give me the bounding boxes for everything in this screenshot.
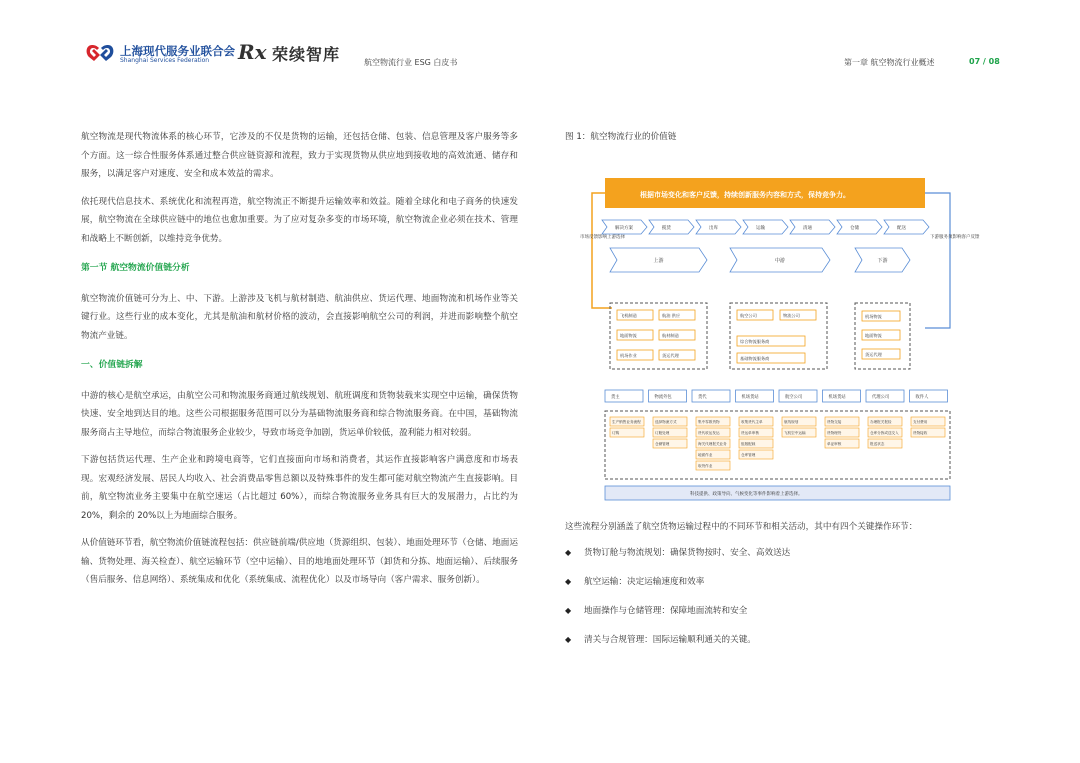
chapter-title: 第一章 航空物流行业概述 <box>844 58 935 67</box>
figure-caption: 这些流程分别涵盖了航空货物运输过程中的不同环节和相关活动，其中有四个关键操作环节： <box>565 522 918 532</box>
participant-label: 机场货站 <box>828 395 846 400</box>
chain-item-label: 机场作业 <box>620 353 637 358</box>
chain-item-label: 飞机制造 <box>620 313 637 318</box>
chain-item-label: 航空公司 <box>740 313 757 318</box>
list-item-text: 货物订舱与物流规划：确保货物按时、安全、高效送达 <box>584 548 791 558</box>
key-steps-list <box>565 546 790 662</box>
process-step-label: 出库 <box>709 226 718 231</box>
activity-label: 生产销售业务流程 <box>612 420 641 424</box>
list-item <box>565 546 790 575</box>
diamond-bullet-icon: ◆ <box>565 606 572 615</box>
paragraph-tech: 依托现代信息技术、系统优化和流程再造，航空物流正不断提升运输效率和效益。随着全球化和电子商务的快速发展，航空物流在全球供应链中的地位也愈加重要。为了应对复杂多变的市场环境，航空物流企业必须在技术、管理和战略上不断创新，以维持竞争优势。 <box>81 196 518 244</box>
org2-name: 荣续智库 <box>272 45 341 64</box>
process-step-chevron <box>837 220 882 234</box>
stage-label: 中游 <box>775 258 786 264</box>
process-step-label: 清通 <box>803 226 812 231</box>
process-step-chevron <box>743 220 788 234</box>
activity-label: 集中零散货物 <box>698 420 720 424</box>
paragraph-intro: 航空物流是现代物流体系的核心环节，它涉及的不仅是货物的运输，还包括仓储、包装、信息管理及客户服务等多个方面。这一综合性服务体系通过整合供应链资源和流程，致力于实现货物从供应地到接收地的高效流通、储存和服务，以满足客户对速度、安全和成本效益的需求。 <box>81 132 518 179</box>
process-step-label: 揽货 <box>662 226 671 231</box>
activity-label: 取货作业 <box>698 464 713 468</box>
chain-item-label: 地面物流 <box>620 333 637 338</box>
chain-item-label: 航材制造 <box>662 333 679 338</box>
rongxu-mark: Rx <box>238 40 267 64</box>
section-heading: 第一节 航空物流价值链分析 <box>81 263 190 273</box>
list-item <box>565 604 790 633</box>
process-step-label: 解决方案 <box>615 226 633 231</box>
process-step-chevron <box>696 220 741 234</box>
subsection-heading: 一、价值链拆解 <box>81 360 143 370</box>
activity-label: 货物交接 <box>827 420 842 424</box>
chain-item-label: 地面物流 <box>865 333 882 338</box>
activity-label: 单证审核 <box>827 442 842 446</box>
ssf-logo-icon <box>84 42 116 64</box>
top-banner-text: 根据市场变化和客户反馈，持续创新服务内容和方式，保持竞争力。 <box>640 191 850 199</box>
process-step-chevron <box>649 220 694 234</box>
activity-label: 仓库分拣或送交入 <box>870 431 899 435</box>
process-step-label: 运输 <box>756 226 765 231</box>
stage-label: 上游 <box>653 258 664 264</box>
chain-item-label: 物流公司 <box>783 313 800 318</box>
activity-label: 飞机空中运输 <box>784 431 806 435</box>
activity-label: 仓库管理 <box>741 453 756 457</box>
activity-label: 订舱处理 <box>655 431 670 435</box>
list-item-text: 地面操作与仓储管理：保障地面流转和安全 <box>584 606 748 616</box>
chain-item-label: 机场物流 <box>865 314 882 319</box>
participant-label: 货主 <box>611 395 620 400</box>
document-title: 航空物流行业 ESG 白皮书 <box>364 58 458 67</box>
bottom-bar-text: 科技提供、政策导向、气候变化等事件影响着上游选择。 <box>690 492 803 497</box>
diamond-bullet-icon: ◆ <box>565 548 572 557</box>
participant-label: 代理公司 <box>872 395 890 400</box>
org1-name: 上海现代服务业联合会 <box>120 44 235 58</box>
activity-label: 货物理货 <box>827 431 842 435</box>
value-chain-diagram <box>580 168 980 503</box>
paragraph-process: 从价值链环节看，航空物流价值链流程包括：供应链前端/供应地（货源组织、包装）、地面处理环节（仓储、地面运输、货物处理、海关检查）、航空运输环节（空中运输）、目的地地面处理环节（卸货和分拣、地面运输）、后续服务（售后服务、信息网络）、系统集成和优化（系统集成、流程优化）以及市场导向（客户需求、服务创新）。 <box>81 538 518 585</box>
diamond-bullet-icon: ◆ <box>565 635 572 644</box>
stage-label: 下游 <box>877 258 888 264</box>
process-step-chevron <box>884 220 929 234</box>
chain-item-label: 综合物流服务商 <box>740 339 770 344</box>
chain-item-label: 基础物流服务商 <box>740 356 770 361</box>
activity-label: 仓储管理 <box>655 442 670 446</box>
list-item-text: 航空运输：决定运输速度和效率 <box>584 577 705 587</box>
participant-label: 物流外包 <box>654 395 672 400</box>
activity-label: 地面作业 <box>698 453 713 457</box>
participant-label: 机场货站 <box>741 395 759 400</box>
activity-label: 航线规划 <box>784 420 799 424</box>
figure-title: 图 1：航空物流行业的价值链 <box>565 132 677 142</box>
activity-label: 订购 <box>612 431 620 435</box>
activity-label: 办理报关报检 <box>870 420 892 424</box>
right-note-text: 下游服务须影响客户反馈 <box>930 235 980 240</box>
activity-label: 货代收运发运 <box>698 431 720 435</box>
participant-label: 收件人 <box>915 395 929 400</box>
paragraph-midstream: 中游的核心是航空承运，由航空公司和物流服务商通过航线规划、航班调度和货物装载来实现空中运输，确保货物快速、安全地到达目的地。这些公司根据服务范围可以分为基础物流服务商和综合物流服务商。在中国，基础物流服务商占主导地位，而综合物流服务企业较少，导致市场竞争加剧，货运单价较低，盈利能力相对较弱。 <box>81 390 518 438</box>
activity-label: 选择物流方式 <box>655 420 677 424</box>
org1-en-name: Shanghai Services Federation <box>120 57 210 64</box>
ssf-logo <box>84 40 235 68</box>
activity-label: 货运单审核 <box>741 431 759 435</box>
diamond-bullet-icon: ◆ <box>565 577 572 586</box>
activity-label: 海关代理报关业务 <box>698 442 727 446</box>
list-item <box>565 575 790 604</box>
chain-item-label: 航油 供应 <box>662 313 681 318</box>
participant-label: 货代 <box>698 395 707 400</box>
page-number: 07 / 08 <box>969 57 1000 66</box>
right-feedback-line <box>925 193 950 328</box>
left-note-text: 市场反馈影响上游选择 <box>580 235 625 240</box>
paragraph-downstream: 下游包括货运代理、生产企业和跨境电商等，它们直接面向市场和消费者，其运作直接影响客户满意度和市场表现。宏观经济发展、居民人均收入、社会消费品零售总额以及特殊事件的发生都可能对航空物流产生直接影响。目前，航空物流业务主要集中在航空速运（占比超过 60%），而综合物流服务业务具有巨大的发展潜力，占比约为 20%，剩余的 20%以上为地面综合服务。 <box>81 455 518 521</box>
paragraph-value-chain: 航空物流价值链可分为上、中、下游。上游涉及飞机与航材制造、航油供应、货运代理、地面物流和机场作业等关键行业。这些行业的成本变化，尤其是航油和航材价格的波动，会直接影响航空公司的利润，并进而影响整个航空物流产业链。 <box>81 293 518 341</box>
left-column <box>81 128 518 599</box>
left-feedback-arrow <box>592 193 612 308</box>
chain-item-label: 货运代理 <box>865 352 882 357</box>
page-header <box>0 0 1080 80</box>
activity-label: 组版配载 <box>741 442 756 446</box>
chain-item-label: 货运代理 <box>662 353 679 358</box>
list-item-text: 清关与合规管理：国际运输顺利通关的关键。 <box>584 635 756 645</box>
activity-label: 报送状态 <box>870 442 885 446</box>
activity-label: 支付费用 <box>913 420 928 424</box>
process-step-label: 仓储 <box>850 226 859 231</box>
process-step-label: 配送 <box>897 226 906 231</box>
activity-label: 货物接收 <box>913 431 928 435</box>
list-item <box>565 633 790 662</box>
activity-label: 收集货代主单 <box>741 420 763 424</box>
process-step-chevron <box>790 220 835 234</box>
participant-label: 航空公司 <box>785 395 803 400</box>
